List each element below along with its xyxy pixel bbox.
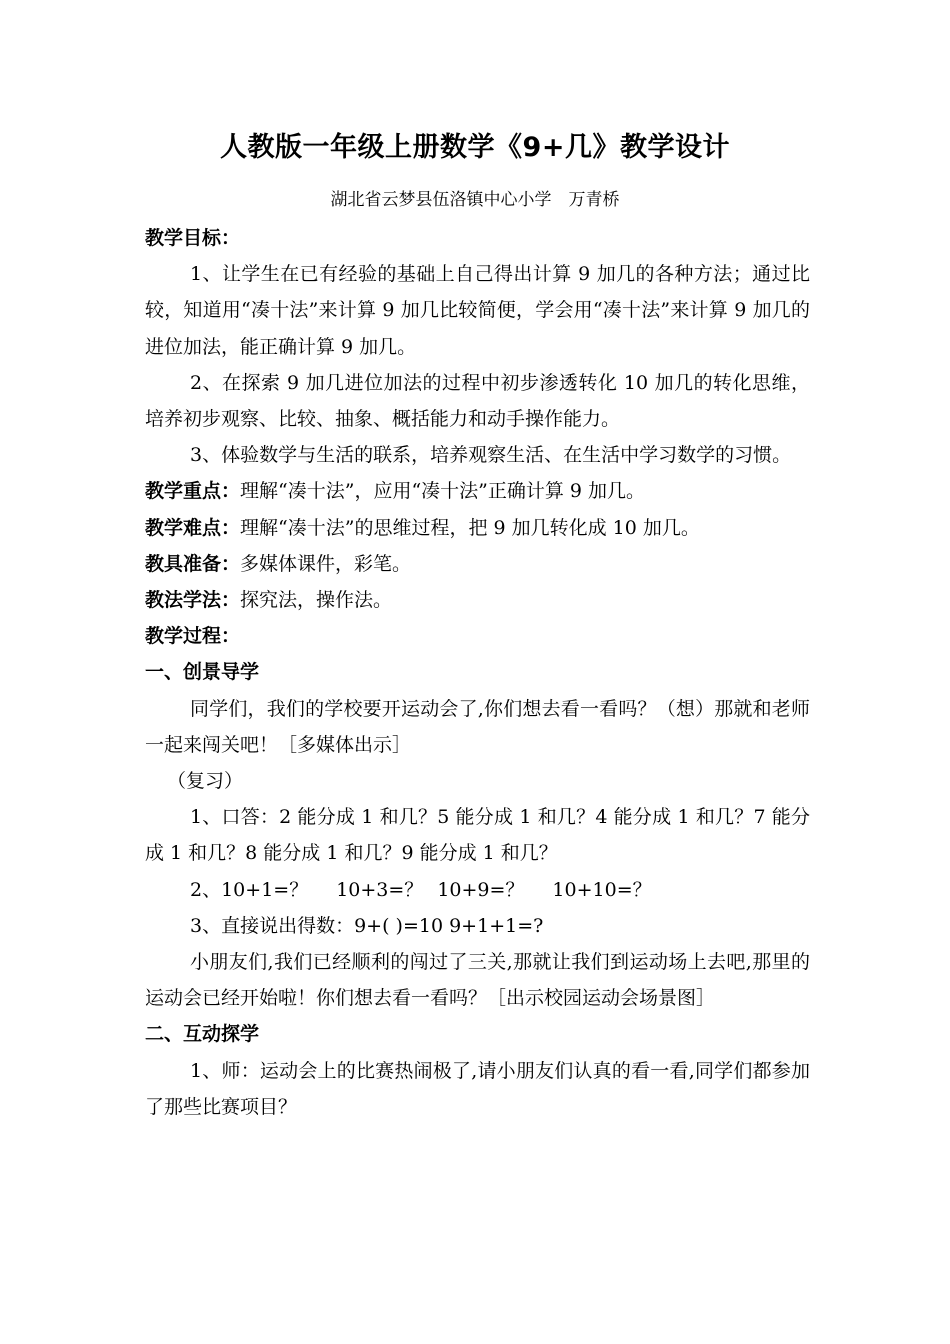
key-point-text: 理解“凑十法”，应用“凑十法”正确计算 9 加几。: [240, 480, 646, 503]
tools-line: [145, 546, 810, 582]
objectives-heading: 教学目标：: [145, 227, 241, 249]
question-1: 1、口答：2 能分成 1 和几？5 能分成 1 和几？4 能分成 1 和几？7 能分成 1 和几？8 能分成 1 和几？9 能分成 1 和几？: [145, 806, 810, 865]
document-title: 人教版一年级上册数学《9+几》教学设计: [220, 132, 730, 163]
objective-item: 3、体验数学与生活的联系，培养观察生活、在生活中学习数学的习惯。: [190, 444, 792, 467]
methods-label: 教法学法：: [145, 589, 241, 612]
section-1-transition: 小朋友们,我们已经顺利的闯过了三关,那就让我们到运动场上去吧,那里的运动会已经开始啦！你们想去看一看吗？［出示校园运动会场景图］: [145, 951, 810, 1010]
question-2-item: 10+9=？: [437, 878, 525, 901]
difficulty-label: 教学难点：: [145, 516, 241, 539]
section-2-item-1: 1、师：运动会上的比赛热闹极了,请小朋友们认真的看一看,同学们都参加了那些比赛项目？: [145, 1059, 810, 1118]
document-author: 湖北省云梦县伍洛镇中心小学 万青桥: [330, 190, 620, 210]
objective-item: 2、在探索 9 加几进位加法的过程中初步渗透转化 10 加几的转化思维，培养初步观察、比较、抽象、概括能力和动手操作能力。: [145, 371, 810, 431]
question-2-item: 10+3=？: [336, 878, 424, 901]
section-2-heading: 二、互动探学: [145, 1023, 260, 1046]
question-3: 3、直接说出得数：9+( )=10 9+1+1=?: [190, 914, 544, 937]
process-heading: 教学过程：: [145, 625, 241, 648]
key-point-line: [145, 473, 810, 509]
difficulty-line: [145, 510, 810, 546]
question-2-label: 2、: [190, 878, 222, 901]
question-2-item: 10+1=？: [221, 878, 309, 901]
document-body: [145, 220, 810, 1125]
section-1-intro: 同学们，我们的学校要开运动会了,你们想去看一看吗？（想）那就和老师一起来闯关吧！［多媒体出示］: [145, 697, 810, 756]
question-2-item: 10+10=？: [552, 878, 652, 901]
methods-text: 探究法，操作法。: [240, 589, 393, 612]
key-point-label: 教学重点：: [145, 480, 241, 503]
question-2: [145, 872, 810, 908]
methods-line: [145, 582, 810, 618]
tools-text: 多媒体课件，彩笔。: [240, 552, 412, 575]
difficulty-text: 理解“凑十法”的思维过程，把 9 加几转化成 10 加几。: [240, 516, 700, 539]
section-1-heading: 一、创景导学: [145, 661, 260, 684]
review-label: （复习）: [167, 770, 244, 793]
tools-label: 教具准备：: [145, 552, 241, 575]
objective-item: 1、让学生在已有经验的基础上自己得出计算 9 加几的各种方法；通过比较，知道用“凑十法”来计算 9 加几比较简便，学会用“凑十法”来计算 9 加几的进位加法，能正确计算 9 加几。: [145, 263, 810, 358]
